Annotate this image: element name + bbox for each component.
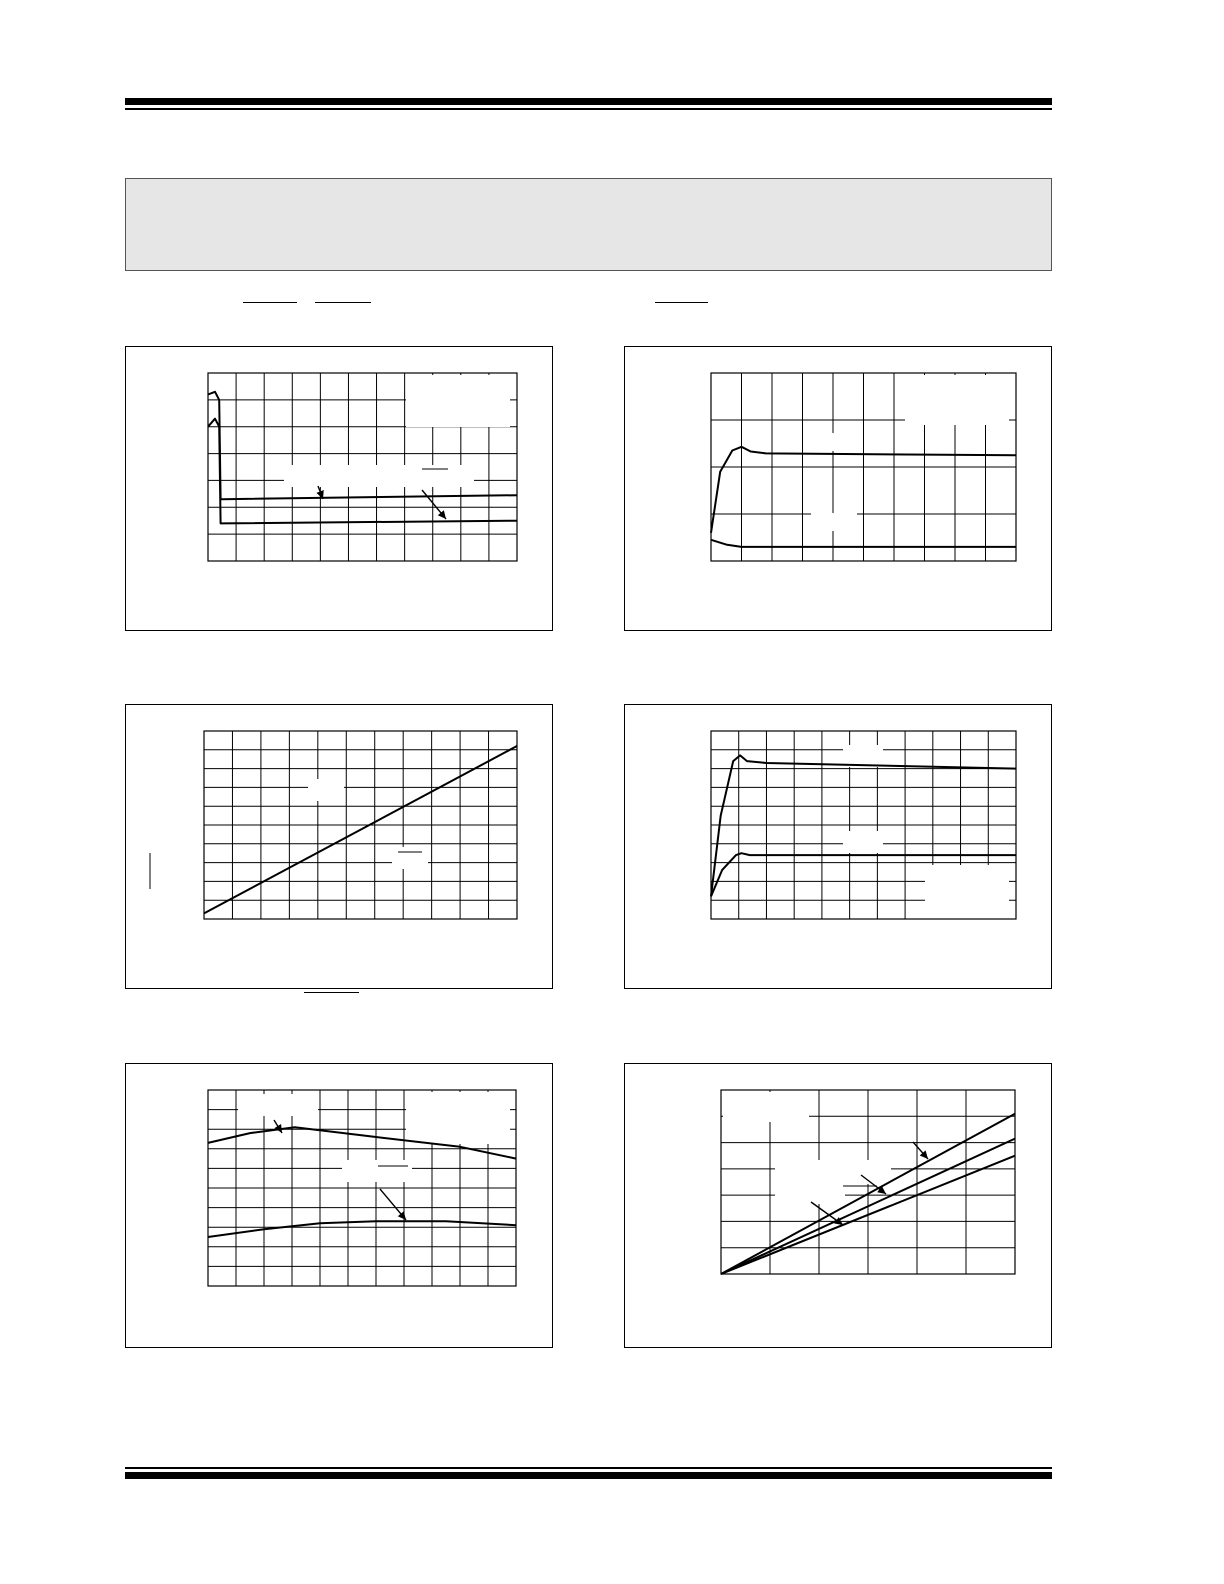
label-area	[925, 865, 1009, 919]
overline-mark	[655, 302, 708, 303]
figure-panel-5	[125, 1063, 553, 1348]
label-area	[843, 831, 883, 853]
label-area	[406, 375, 510, 427]
overline-mark	[243, 302, 297, 303]
label-area	[308, 779, 344, 801]
label-area	[392, 847, 428, 869]
label-area	[238, 1094, 318, 1116]
label-area	[811, 433, 857, 451]
header-rule-thick	[125, 98, 1052, 105]
label-area	[342, 1160, 412, 1182]
label-area	[723, 1092, 809, 1122]
series-line-lower	[208, 1221, 516, 1237]
chart-3	[126, 705, 552, 988]
header-rule-thin	[125, 108, 1052, 110]
chart-1	[126, 347, 552, 630]
label-area	[843, 745, 883, 767]
label-area	[284, 465, 474, 487]
figure-panel-1	[125, 346, 553, 631]
footer-rule-thin	[125, 1467, 1052, 1469]
figure-panel-3	[125, 704, 553, 989]
figure-panel-2	[624, 346, 1052, 631]
overline-mark	[315, 302, 371, 303]
figure-panel-6	[624, 1063, 1052, 1348]
chart-6	[625, 1064, 1051, 1347]
overline-mark	[304, 992, 359, 993]
chart-5	[126, 1064, 552, 1347]
arrow-head	[274, 1124, 282, 1133]
chart-2	[625, 347, 1051, 630]
label-area	[811, 513, 857, 531]
figure-panel-4	[624, 704, 1052, 989]
chart-4	[625, 705, 1051, 988]
label-area	[406, 1092, 510, 1144]
label-area	[775, 1184, 845, 1204]
label-area	[775, 1160, 891, 1184]
footer-rule-thick	[125, 1472, 1052, 1479]
note-box	[125, 178, 1052, 271]
label-area	[905, 375, 1009, 425]
series-line-linear	[204, 746, 517, 913]
